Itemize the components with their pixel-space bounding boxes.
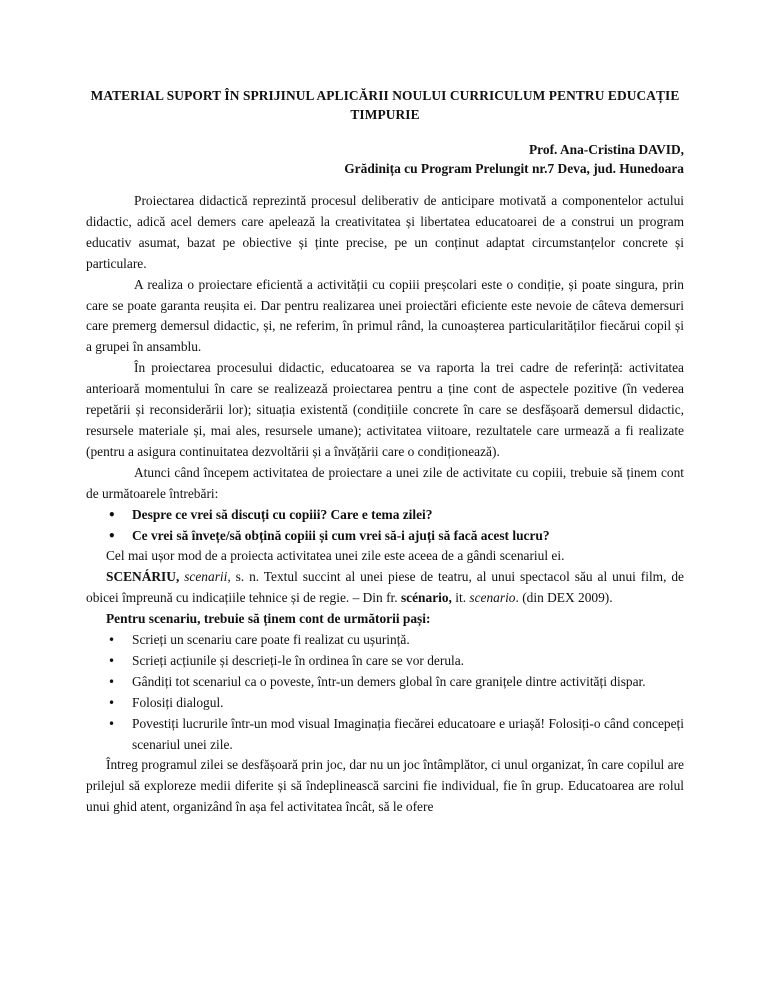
definition-text: s. n. Textul succint al unei piese de teatru, al unui spectacol său al unui film, de obicei împreună cu indicațiile tehnice și de regie. – Din fr. — [86, 569, 684, 606]
question-item: • Ce vrei să învețe/să obțină copiii și cum vrei să-i ajuți să facă acest lucru? — [132, 526, 684, 547]
steps-heading: Pentru scenariu, trebuie să ținem cont de următorii pași: — [106, 611, 431, 627]
definition-source: . (din DEX 2009). — [515, 590, 613, 606]
step-item: • Gândiți tot scenariul ca o poveste, într-un demers global în care granițele dintre activități dispar. — [132, 672, 684, 693]
paragraph-6: Întreg programul zilei se desfășoară prin joc, dar nu un joc întâmplător, ci unul organizat, în care copilul are prilejul să exploreze medii diferite și să îndeplinească sarcini fie individual, fie în grup. Educatoarea are rolul unui ghid atent, organizând în așa fel activitatea încât, să le ofere — [86, 757, 684, 815]
step-item: • Povestiți lucrurile într-un mod visual Imaginația fiecărei educatoare e uriașă! Folosiți-o când concepeți scenariul unei zile. — [132, 714, 684, 756]
steps-list — [86, 630, 684, 755]
step-item: • Scrieți acțiunile și descrieți-le în ordinea în care se vor derula. — [132, 651, 684, 672]
definition-plural: scenarii, — [184, 569, 231, 585]
question-item: • Despre ce vrei să discuți cu copiii? Care e tema zilei? — [132, 505, 684, 526]
paragraph-4: Atunci când începem activitatea de proiectare a unei zile de activitate cu copiii, trebuie să ținem cont de următoarele întrebări: — [86, 464, 684, 501]
author-affiliation: Grădinița cu Program Prelungit nr.7 Deva, jud. Hunedoara — [344, 161, 684, 176]
dictionary-definition — [86, 567, 684, 609]
paragraph-3: În proiectarea procesului didactic, educatoarea se va raporta la trei cadre de referință: activitatea anterioară momentului în care se realizează proiectarea pentru a ține cont de aspectele pozitive (în vederea repetării și reconsiderării lor); situația existentă (condițiile concrete în care se desfășoară demersul didactic, resursele materiale și, mai ales, resursele umane); activitatea viitoare, rezultatele care urmează a fi realizate (pentru a asigura continuitatea dezvoltării și a învățării care o condiționează). — [86, 360, 684, 459]
step-item: • Scrieți un scenariu care poate fi realizat cu ușurință. — [132, 630, 684, 651]
definition-italian-word: scenario — [469, 590, 516, 606]
paragraph-1: Proiectarea didactică reprezintă procesul deliberativ de anticipare motivată a componentelor actului didactic, adică acel demers care apelează la creativitatea și libertatea educatoarei de a construi un program educativ asumat, bazat pe obiective și ținte precise, pe un conținut adaptat circumstanțelor concrete și particulare. — [86, 193, 684, 271]
paragraph-2: A realiza o proiectare eficientă a activității cu copiii preșcolari este o condiție, și poate singura, prin care se poate garanta reușita ei. Dar pentru realizarea unei proiectări eficiente este nevoie de câteva demersuri care premerg demersul didactic, și, ne referim, în primul rând, la cunoașterea particularităților fiecărui copil și a grupei în ansamblu. — [86, 276, 684, 355]
paragraph-5: Cel mai ușor mod de a proiecta activitatea unei zile este aceea de a gândi scenariul ei. — [106, 548, 565, 564]
definition-text: it. — [451, 590, 470, 606]
questions-list — [86, 505, 684, 547]
definition-term: SCENÁRIU, — [106, 569, 180, 585]
definition-french-word: scénario, — [400, 590, 452, 606]
author-name: Prof. Ana-Cristina DAVID, — [529, 142, 684, 157]
document-title: MATERIAL SUPORT ÎN SPRIJINUL APLICĂRII NOULUI CURRICULUM PENTRU EDUCAȚIE TIMPURIE — [90, 88, 680, 122]
step-item: • Folosiți dialogul. — [132, 693, 684, 714]
